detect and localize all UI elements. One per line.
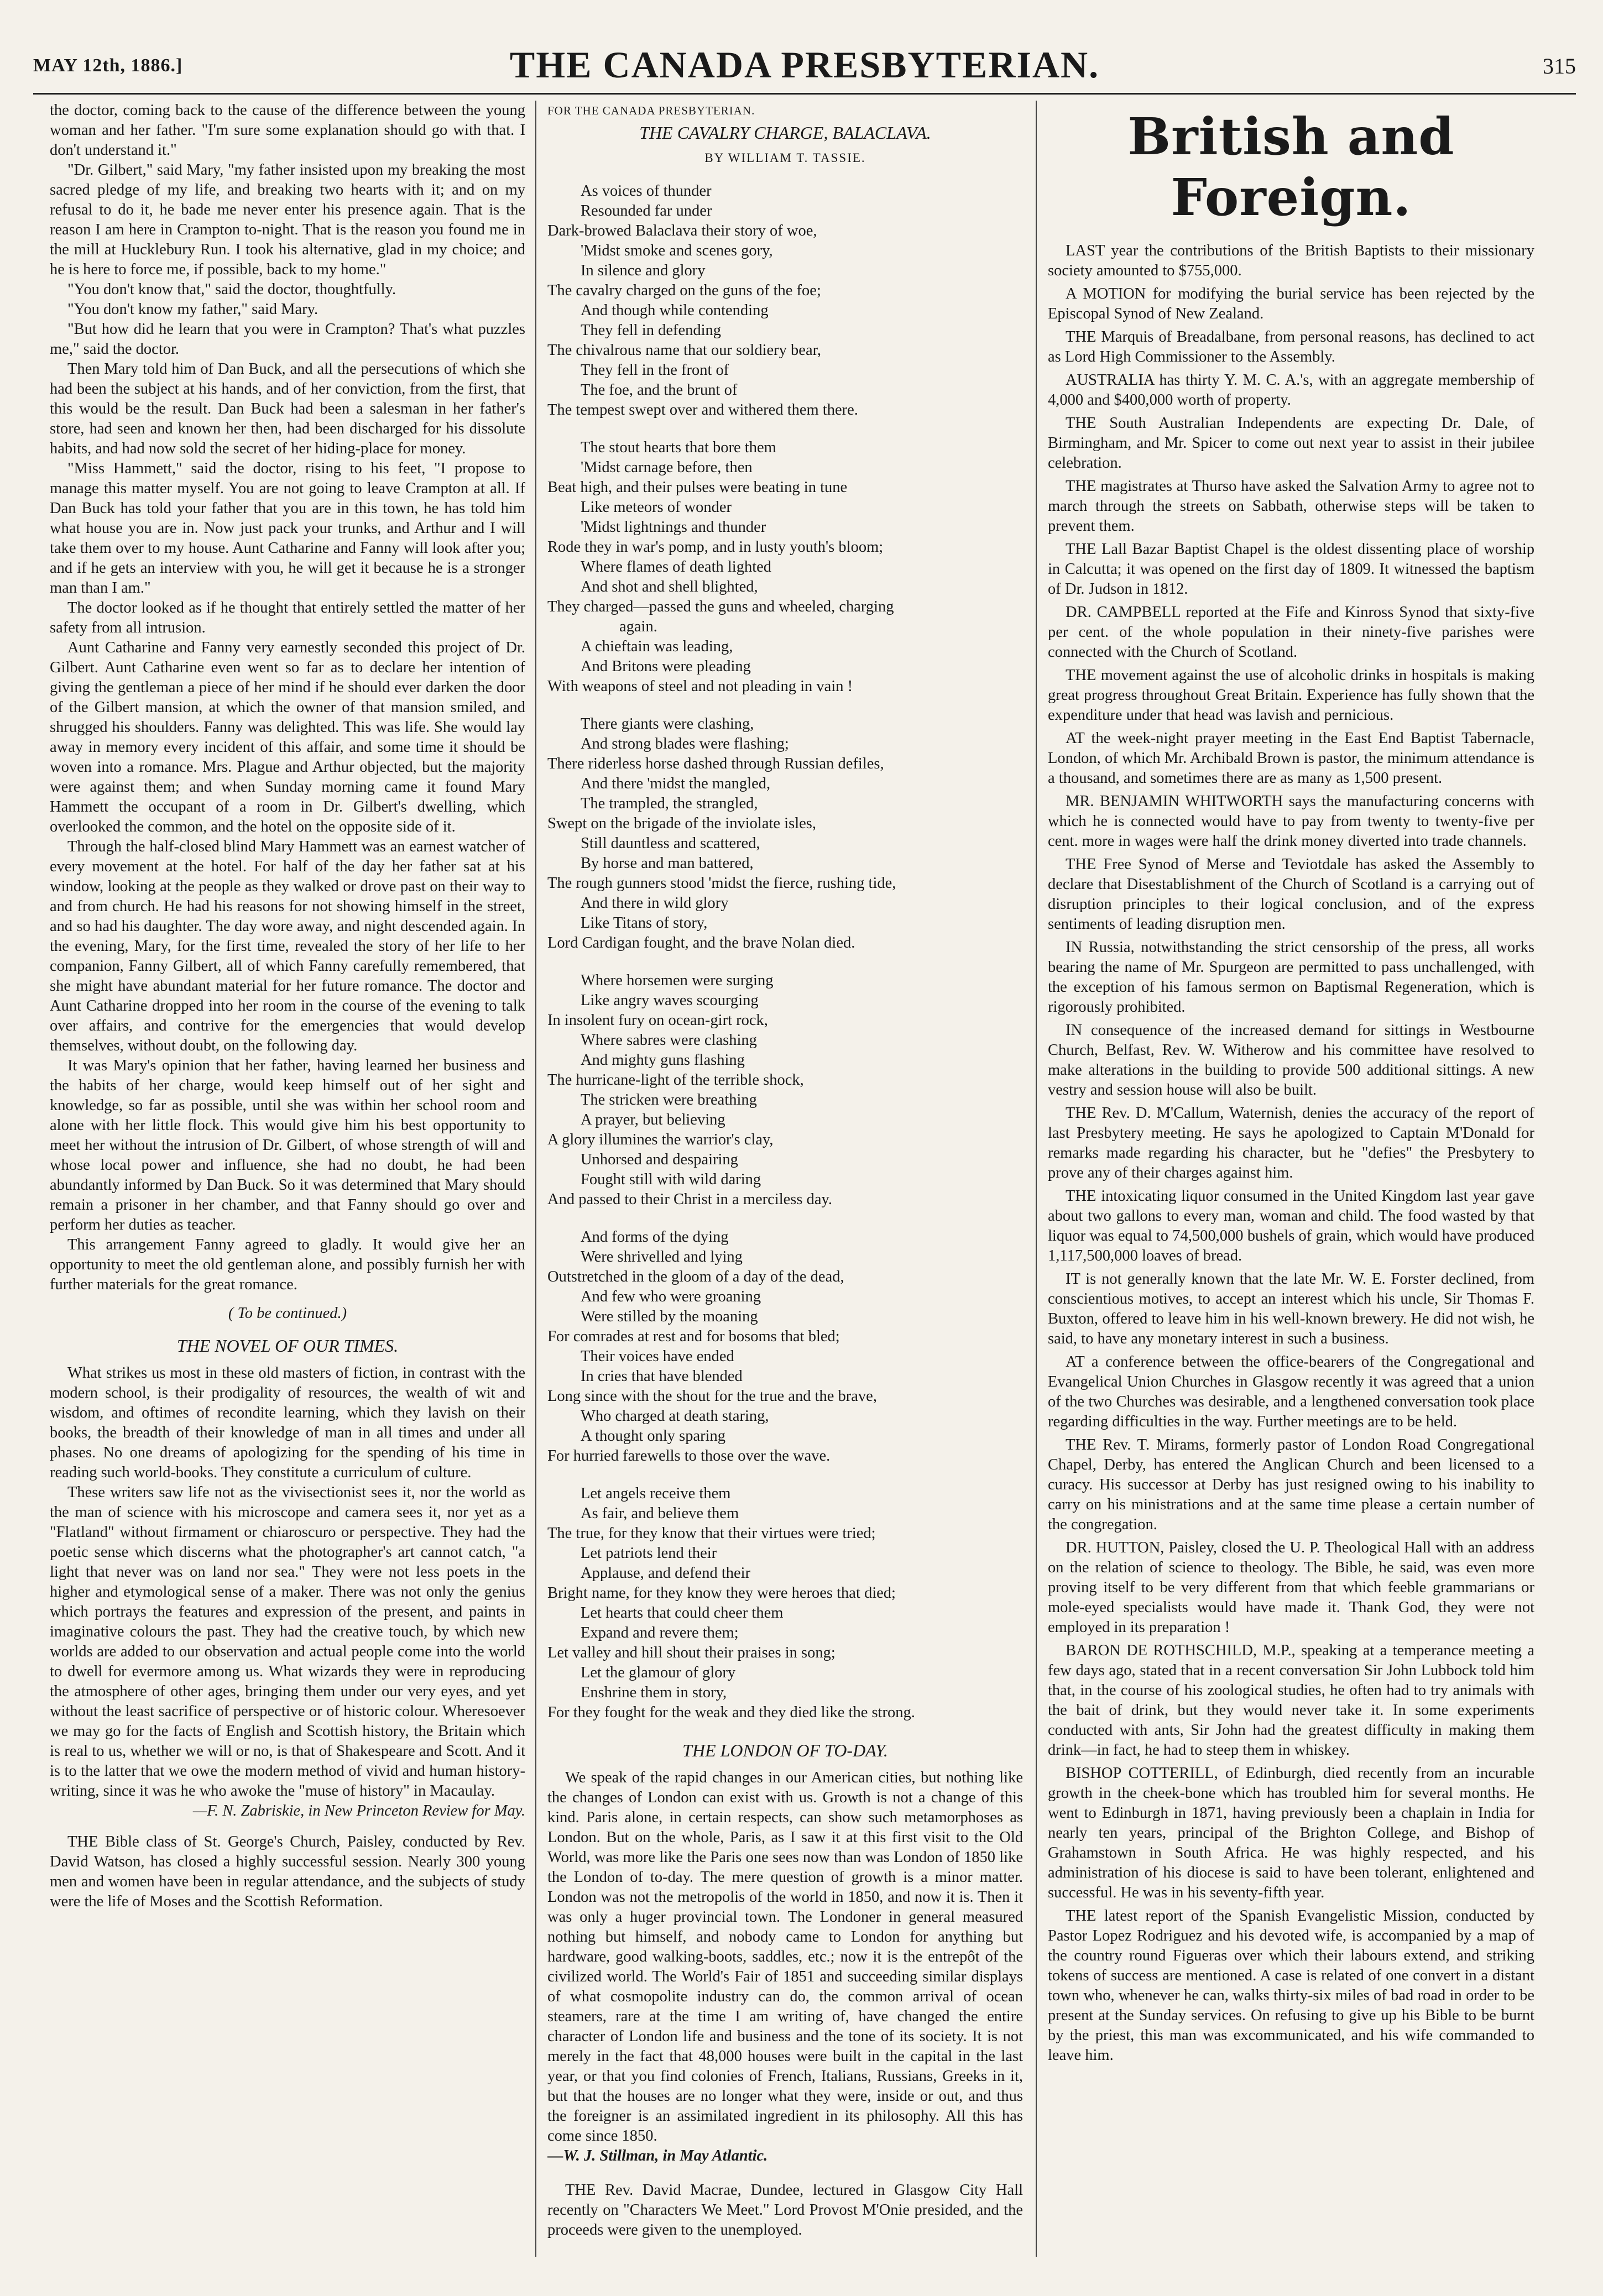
poem-line: Outstretched in the gloom of a day of the dead, xyxy=(547,1268,844,1285)
poem-line: A prayer, but believing xyxy=(581,1111,725,1128)
poem-line: Let the glamour of glory xyxy=(581,1664,736,1681)
poem-line: For hurried farewells to those over the wave. xyxy=(547,1447,831,1465)
poem-line: Let patriots lend their xyxy=(581,1545,717,1562)
poem-line: For comrades at rest and for bosoms that bled; xyxy=(547,1328,840,1345)
poem-line: The trampled, the strangled, xyxy=(581,795,758,812)
news-item: IN Russia, notwithstanding the strict censorship of the press, all works bearing the name of Mr. Spurgeon are permitted to pass unchallenged, with the exception of his famous sermon on Baptismal Regeneration, which is rigorously prohibited. xyxy=(1048,939,1534,1016)
poem-line: Where horsemen were surging xyxy=(581,972,774,989)
poem-line: And though while contending xyxy=(581,302,769,319)
poem-line: Who charged at death staring, xyxy=(581,1408,769,1425)
poem-line: The rough gunners stood 'midst the fierce, rushing tide, xyxy=(547,875,896,892)
poem-line: And Britons were pleading xyxy=(581,658,751,675)
column-right xyxy=(1048,101,1534,2273)
news-item: LAST year the contributions of the British Baptists to their missionary society amounted to $755,000. xyxy=(1048,242,1534,279)
news-item: THE latest report of the Spanish Evangelistic Mission, conducted by Pastor Lopez Rodriguez and his devoted wife, is accompanied by a map of the country round Figueras over which their labours extend, and striking tokens of success are mentioned. A case is related of one convert in a distant town who, whenever he can, walks thirty-six miles of bad road in order to be present at the Sunday services. On refusing to give up his Bible to be burnt by the priest, this man was excommunicated, and his wife commanded to leave him. xyxy=(1048,1907,1534,2064)
macrae-item: THE Rev. David Macrae, Dundee, lectured in Glasgow City Hall recently on "Characters We Meet." Lord Provost M'Onie presided, and the proceeds were given to the unemployed. xyxy=(547,2182,1023,2239)
bible-class-item: THE Bible class of St. George's Church, Paisley, conducted by Rev. David Watson, has closed a highly successful session. Nearly 300 young men and women have been in regular attendance, and the subjects of study were the life of Moses and the Scottish Reformation. xyxy=(50,1833,525,1910)
news-item: BARON DE ROTHSCHILD, M.P., speaking at a temperance meeting a few days ago, stated that in a recent conversation Sir John Lubbock told him that, in the course of his zoological studies, he often had to try animals with the bait of drink, but they would never take it. In some experiments conducted with ants, Sir John had the greatest difficulty in making them drink—in fact, he had to steep them in whiskey. xyxy=(1048,1642,1534,1759)
poem-stanza xyxy=(547,438,1023,697)
poem-line: again. xyxy=(619,618,657,635)
british-foreign-heading: British and Foreign. xyxy=(1127,107,1455,227)
poem-line: A glory illumines the warrior's clay, xyxy=(547,1131,774,1148)
news-item: IN consequence of the increased demand for sittings in Westbourne Church, Belfast, Rev. W. Witherow and his committee have resolved to make alterations in the building to provide 500 additional sittings. A new vestry and session house will also be built. xyxy=(1048,1022,1534,1099)
poem-line: And there 'midst the mangled, xyxy=(581,775,771,792)
poem-stanza xyxy=(547,971,1023,1210)
poem-line: And shot and shell blighted, xyxy=(581,578,758,595)
news-item: AUSTRALIA has thirty Y. M. C. A.'s, with an aggregate membership of 4,000 and $400,000 worth of property. xyxy=(1048,372,1534,409)
poem-line: They fell in defending xyxy=(581,322,722,339)
poem-line: The foe, and the brunt of xyxy=(581,381,738,399)
poem-line: 'Midst carnage before, then xyxy=(581,459,753,476)
news-item: THE Marquis of Breadalbane, from personal reasons, has declined to act as Lord High Commissioner to the Assembly. xyxy=(1048,328,1534,365)
news-item: DR. HUTTON, Paisley, closed the U. P. Theological Hall with an address on the relation of science to theology. The Bible, he said, was even more proving itself to be very different from that which feeble grammarians or mole-eyed specialists would have made it. Thank God, they were not employed in its preparation ! xyxy=(1048,1539,1534,1636)
poem-line: There riderless horse dashed through Russian defiles, xyxy=(547,755,884,772)
story-paragraph: It was Mary's opinion that her father, having learned her business and the habits of her charge, would keep himself out of her sight and knowledge, so far as possible, until she was within her school room and alone with her little flock. This would give him his best opportunity to meet her without the intrusion of Dr. Gilbert, of whose strength of will and whose local power and influence, she had no doubt, he had been abundantly informed by Dan Buck. So it was determined that Mary should remain a prisoner in her chamber, and that Fanny should go over and perform her duties as teacher. xyxy=(50,1057,525,1233)
london-article-text: We speak of the rapid changes in our American cities, but nothing like the changes of London can exist with us. Growth is not a change of this kind. Paris alone, in certain respects, can show such metamorphoses as London. But on the whole, Paris, as I saw it at this first visit to the Old World, was more like the Paris one sees now than was London of 1850 like the London of to-day. The mere question of growth is a minor matter. London was not the metropolis of the world in 1850, and now it is. Then it was only a huger provincial town. The Londoner in general measured nothing but himself, and nobody came to London for anything but hardware, good walking-boots, saddles, etc.; now it is the entrepôt of the civilized world. The World's Fair of 1851 and succeeding similar displays of what cosmopolite industry can do, the common arrival of ocean steamers, rare at the time I am writing of, have changed the entire character of London life and business and the tone of its society. It is not merely in the fact that 48,000 houses were built in the capital in the last year, or that you find colonies of French, Italians, Russians, Greeks in it, but that the houses are no longer what they were, inside or out, and thus the foreigner is an assimilated ingredient in its philosophy. All this has come since 1850. xyxy=(547,1769,1023,2145)
poem-line: And there in wild glory xyxy=(581,895,729,912)
column-left xyxy=(50,101,525,2273)
news-item: THE intoxicating liquor consumed in the United Kingdom last year gave about two gallons to every man, woman and child. The food wasted by that liquor was equal to 74,500,000 bushels of grain, which would have produced 1,117,500,000 loaves of bread. xyxy=(1048,1188,1534,1264)
poem-line: Where sabres were clashing xyxy=(581,1032,757,1049)
poem-line: Like angry waves scourging xyxy=(581,992,759,1009)
poem-line: Were stilled by the moaning xyxy=(581,1308,758,1325)
poem-line: The chivalrous name that our soldiery bear, xyxy=(547,342,822,359)
novel-article-title: THE NOVEL OF OUR TIMES. xyxy=(176,1336,399,1356)
poem-line: Like meteors of wonder xyxy=(581,499,732,516)
news-item: THE Rev. T. Mirams, formerly pastor of London Road Congregational Chapel, Derby, has entered the Anglican Church and been licensed to a curacy. His successor at Derby has just resigned owing to his inability to carry on his ministrations and at the same time please a certain number of the congregation. xyxy=(1048,1436,1534,1533)
story-paragraph: "You don't know that," said the doctor, thoughtfully. xyxy=(67,281,396,298)
poem-stanza xyxy=(547,714,1023,953)
poem-line: Long since with the shout for the true and the brave, xyxy=(547,1388,877,1405)
poem-line: Where flames of death lighted xyxy=(581,558,772,576)
story-paragraph: Aunt Catharine and Fanny very earnestly seconded this project of Dr. Gilbert. Aunt Catharine even went so far as to declare her intention of giving the gentleman a piece of her mind if he should ever darken the door of the Gilbert mansion, at which the owner of that mansion smiled, and shrugged his shoulders. Fanny was delighted. This was life. She would lay away in memory every incident of this affair, and some time it should be woven into a romance. Mrs. Plague and Arthur objected, but the majority were against them; and when Sunday morning came it found Mary Hammett the occupant of a room in Dr. Gilbert's dwelling, which overlooked the common, and the hotel on the opposite side of it. xyxy=(50,639,525,835)
poem-stanza xyxy=(547,1227,1023,1466)
poem-line: Let angels receive them xyxy=(581,1485,731,1502)
poem-line: And strong blades were flashing; xyxy=(581,735,789,752)
poem-line: Dark-browed Balaclava their story of woe, xyxy=(547,222,817,239)
story-paragraph: Through the half-closed blind Mary Hammett was an earnest watcher of every movement at the hotel. For half of the day her father sat at his window, looking at the people as they walked or drove past on their way to and from church. He had his reasons for not showing himself in the street, and so had his daughter. The day wore away, and night descended again. In the evening, Mary, for the first time, revealed the story of her life to her companion, Fanny Gilbert, all of which Fanny carefully remembered, that she might have abundant material for her future romance. The doctor and Aunt Catharine dropped into her room in the course of the evening to talk over affairs, and contrive for the emergencies that would develop themselves, without doubt, on the following day. xyxy=(50,838,525,1054)
issue-date: MAY 12th, 1886.] xyxy=(33,55,183,76)
poem-line: Swept on the brigade of the inviolate isles, xyxy=(547,815,816,832)
poem-line: The cavalry charged on the guns of the foe; xyxy=(547,282,821,299)
poem-line: As voices of thunder xyxy=(581,182,712,200)
poem-stanza xyxy=(547,181,1023,420)
poem-line: Still dauntless and scattered, xyxy=(581,835,760,852)
poem-line: Enshrine them in story, xyxy=(581,1684,727,1701)
poem-line: And few who were groaning xyxy=(581,1288,761,1305)
page-number: 315 xyxy=(1543,54,1576,79)
poem-line: And passed to their Christ in a merciless day. xyxy=(547,1191,833,1208)
poem-line: Let valley and hill shout their praises in song; xyxy=(547,1644,836,1661)
news-item: A MOTION for modifying the burial service has been rejected by the Episcopal Synod of New Zealand. xyxy=(1048,285,1534,322)
news-item: BISHOP COTTERILL, of Edinburgh, died recently from an incurable growth in the cheek-bone which has troubled him for several months. He went to Edinburgh in 1871, having previously been a chaplain in India for nearly ten years, principal of the Brighton College, and Bishop of Grahamstown in South Africa. He was highly respected, and his administration of his diocese is said to have been tolerant, enlightened and successful. He was in his seventy-fifth year. xyxy=(1048,1765,1534,1901)
column-divider xyxy=(535,101,536,2257)
poem-line: They charged—passed the guns and wheeled, charging xyxy=(547,598,894,615)
column-middle xyxy=(547,101,1023,2273)
news-item: MR. BENJAMIN WHITWORTH says the manufacturing concerns with which he is connected would have to pay from twenty to twenty-five per cent. more in wages were half the drink money diverted into trade channels. xyxy=(1048,793,1534,850)
london-article-title: THE LONDON OF TO-DAY. xyxy=(682,1740,888,1760)
news-item: THE Lall Bazar Baptist Chapel is the oldest dissenting place of worship in Calcutta; it was opened on the first day of 1809. It witnessed the baptism of Dr. Judson in 1812. xyxy=(1048,541,1534,598)
poem-line: Fought still with wild daring xyxy=(581,1171,761,1188)
page-header xyxy=(33,43,1576,93)
poem-line: Were shrivelled and lying xyxy=(581,1248,743,1265)
poem-source: FOR THE CANADA PRESBYTERIAN. xyxy=(547,104,755,117)
poem-line: In silence and glory xyxy=(581,262,706,279)
poem-line: Beat high, and their pulses were beating in tune xyxy=(547,479,848,496)
poem-line: Rode they in war's pomp, and in lusty youth's bloom; xyxy=(547,538,884,556)
poem-line: Bright name, for they know they were heroes that died; xyxy=(547,1584,896,1602)
poem-line: The stricken were breathing xyxy=(581,1091,757,1108)
poem-line: The stout hearts that bore them xyxy=(581,439,776,456)
novel-signature: —F. N. Zabriskie, in New Princeton Review for May. xyxy=(192,1802,525,1819)
news-item: AT the week-night prayer meeting in the East End Baptist Tabernacle, London, of which Mr. Archibald Brown is pastor, the minimum attendance is a thousand, and sometimes there are as many as 1,500 present. xyxy=(1048,730,1534,787)
poem-line: And mighty guns flashing xyxy=(581,1052,745,1069)
poem-line: Lord Cardigan fought, and the brave Nolan died. xyxy=(547,934,855,951)
news-item: THE movement against the use of alcoholic drinks in hospitals is making great progress throughout Great Britain. Experience has fully shown that the expenditure under that head was lavish and pernicious. xyxy=(1048,667,1534,724)
poem-line: 'Midst lightnings and thunder xyxy=(581,519,766,536)
story-paragraph: Then Mary told him of Dan Buck, and all the persecutions of which she had been the subject at his hands, and of her conviction, from the first, that this would be the result. Dan Buck had been a salesman in her father's store, had seen and known her then, had been discharged for his dissolute habits, and had now sold the secret of her hiding-place for money. xyxy=(50,360,525,457)
news-item: THE South Australian Independents are expecting Dr. Dale, of Birmingham, and Mr. Spicer to come out next year to assist in their jubilee celebration. xyxy=(1048,415,1534,472)
story-paragraph: The doctor looked as if he thought that entirely settled the matter of her safety from all intrusion. xyxy=(50,599,525,636)
poem-line: Like Titans of story, xyxy=(581,914,708,932)
news-items xyxy=(1048,241,1534,2065)
poem-title: THE CAVALRY CHARGE, BALACLAVA. xyxy=(639,123,931,143)
column-divider xyxy=(1036,101,1037,2257)
london-signature: —W. J. Stillman, in May Atlantic. xyxy=(547,2147,768,2164)
poem-line: With weapons of steel and not pleading in vain ! xyxy=(547,678,853,695)
story-paragraph: "Miss Hammett," said the doctor, rising to his feet, "I propose to manage this matter myself. You are not going to leave Crampton at all. If Dan Buck has told your father that you are in this town, he has told him what house you are in. Now just pack your trunks, and Arthur and I will take them over to my house. Aunt Catharine and Fanny will look after you; and if he gets an interview with you, he will get it because he is a stronger man than I am." xyxy=(50,460,525,597)
poem-stanza xyxy=(547,1484,1023,1723)
poem-line: The hurricane-light of the terrible shock, xyxy=(547,1071,804,1089)
poem-line: And forms of the dying xyxy=(581,1228,729,1246)
poem-line: They fell in the front of xyxy=(581,362,729,379)
news-item: THE Rev. D. M'Callum, Waternish, denies the accuracy of the report of last Presbytery meeting. He says he apologized to Captain M'Donald for remarks made regarding his character, but he "defies" the Presbytery to prove any of their charges against him. xyxy=(1048,1105,1534,1181)
story-paragraph: This arrangement Fanny agreed to gladly. It would give her an opportunity to meet the old gentleman alone, and possibly furnish her with further materials for the great romance. xyxy=(50,1236,525,1293)
poem-line: 'Midst smoke and scenes gory, xyxy=(581,242,773,259)
poem-line: The true, for they know that their virtues were tried; xyxy=(547,1525,876,1542)
novel-paragraph: What strikes us most in these old masters of fiction, in contrast with the modern school, is their prodigality of resources, the wealth of wit and wisdom, and oftimes of recondite learning, which they lavish on their books, the breadth of their knowledge of man in all times and under all phases. No one dreams of apologizing for the spending of his time in reading such world-books. They constitute a curriculum of culture. xyxy=(50,1364,525,1481)
poem-line: A chieftain was leading, xyxy=(581,638,733,655)
poem-line: In cries that have blended xyxy=(581,1368,743,1385)
news-item: IT is not generally known that the late Mr. W. E. Forster declined, from conscientious motives, to accept an interest which his uncle, Sir Thomas F. Buxton, offered to leave him in his well-known brewery. He did not wish, he said, to have any monetary interest in such a business. xyxy=(1048,1270,1534,1347)
news-item: THE Free Synod of Merse and Teviotdale has asked the Assembly to declare that Disestablishment of the Church of Scotland is a carrying out of disruption principles to their logical conclusion, and of the express sentiments of leading disruption men. xyxy=(1048,856,1534,933)
poem-byline: BY WILLIAM T. TASSIE. xyxy=(704,151,866,165)
poem-line: Resounded far under xyxy=(581,202,712,219)
poem-line: Unhorsed and despairing xyxy=(581,1151,738,1168)
poem-line: For they fought for the weak and they died like the strong. xyxy=(547,1704,915,1721)
poem xyxy=(547,181,1023,1723)
news-item: THE magistrates at Thurso have asked the Salvation Army to agree not to march through the streets on Sabbath, otherwise steps will be taken to prevent them. xyxy=(1048,478,1534,535)
poem-line: Let hearts that could cheer them xyxy=(581,1604,784,1622)
to-be-continued: ( To be continued.) xyxy=(228,1305,347,1322)
poem-line: There giants were clashing, xyxy=(581,715,754,733)
story-paragraph: "You don't know my father," said Mary. xyxy=(67,301,318,318)
header-rule xyxy=(33,93,1576,95)
poem-line: Their voices have ended xyxy=(581,1348,734,1365)
story-paragraph: "Dr. Gilbert," said Mary, "my father insisted upon my breaking the most sacred pledge of my life, and breaking two hearts with it; and on my refusal to do it, he bade me never enter his presence again. That is the reason I am here in Crampton to-night. That is the reason you found me in the mill at Hucklebury Run. I took his alternative, glad in my choice; and he is here to force me, if possible, back to my home." xyxy=(50,161,525,278)
serial-story xyxy=(50,101,525,1295)
story-paragraph: the doctor, coming back to the cause of the difference between the young woman and her father. "I'm sure some explanation should go with that. I don't understand it." xyxy=(50,102,525,159)
poem-line: Expand and revere them; xyxy=(581,1624,739,1641)
poem-line: Applause, and defend their xyxy=(581,1565,751,1582)
news-item: AT a conference between the office-bearers of the Congregational and Evangelical Union Churches in Glasgow recently it was agreed that a union of the two Churches was desirable, and a lengthened conversation took place regarding difficulties in the way. Further meetings are to be held. xyxy=(1048,1353,1534,1430)
story-paragraph: "But how did he learn that you were in Crampton? That's what puzzles me," said the doctor. xyxy=(50,321,525,358)
poem-line: A thought only sparing xyxy=(581,1427,726,1445)
poem-line: In insolent fury on ocean-girt rock, xyxy=(547,1012,768,1029)
poem-line: The tempest swept over and withered them there. xyxy=(547,401,858,419)
poem-line: As fair, and believe them xyxy=(581,1505,739,1522)
novel-paragraph: These writers saw life not as the vivisectionist sees it, nor the world as the man of science with his microscope and camera sees it, nor yet as a "Flatland" without firmament or chiaroscuro or perspective. They had the poetic sense which discerns what the photographer's art cannot catch, "a light that never was on land nor sea." They were not less poets in the higher and etymological sense of a maker. There was not only the genius which portrays the features and expression of the present, and paints in imaginative colours the past. They had the creative touch, by which new worlds are added to our observation and actual people come into the world to dwell for evermore among us. What wizards they were in reproducing the atmosphere of other ages, bringing them under our very eyes, and yet without the least sacrifice of perspective or of historic colour. Wheresoever we may go for the facts of English and Scottish history, the Britain which is real to us, whether we will or no, is that of Shakespeare and Scott. And it is to the latter that we owe the modern method of vivid and human history-writing, since it was he who awoke the "muse of history" in Macaulay. xyxy=(50,1484,525,1800)
poem-line: By horse and man battered, xyxy=(581,855,754,872)
news-item: DR. CAMPBELL reported at the Fife and Kinross Synod that sixty-five per cent. of the whole population in their ninety-five parishes were connected with the Church of Scotland. xyxy=(1048,604,1534,661)
novel-article xyxy=(50,1363,525,1801)
masthead-title: THE CANADA PRESBYTERIAN. xyxy=(509,44,1100,86)
